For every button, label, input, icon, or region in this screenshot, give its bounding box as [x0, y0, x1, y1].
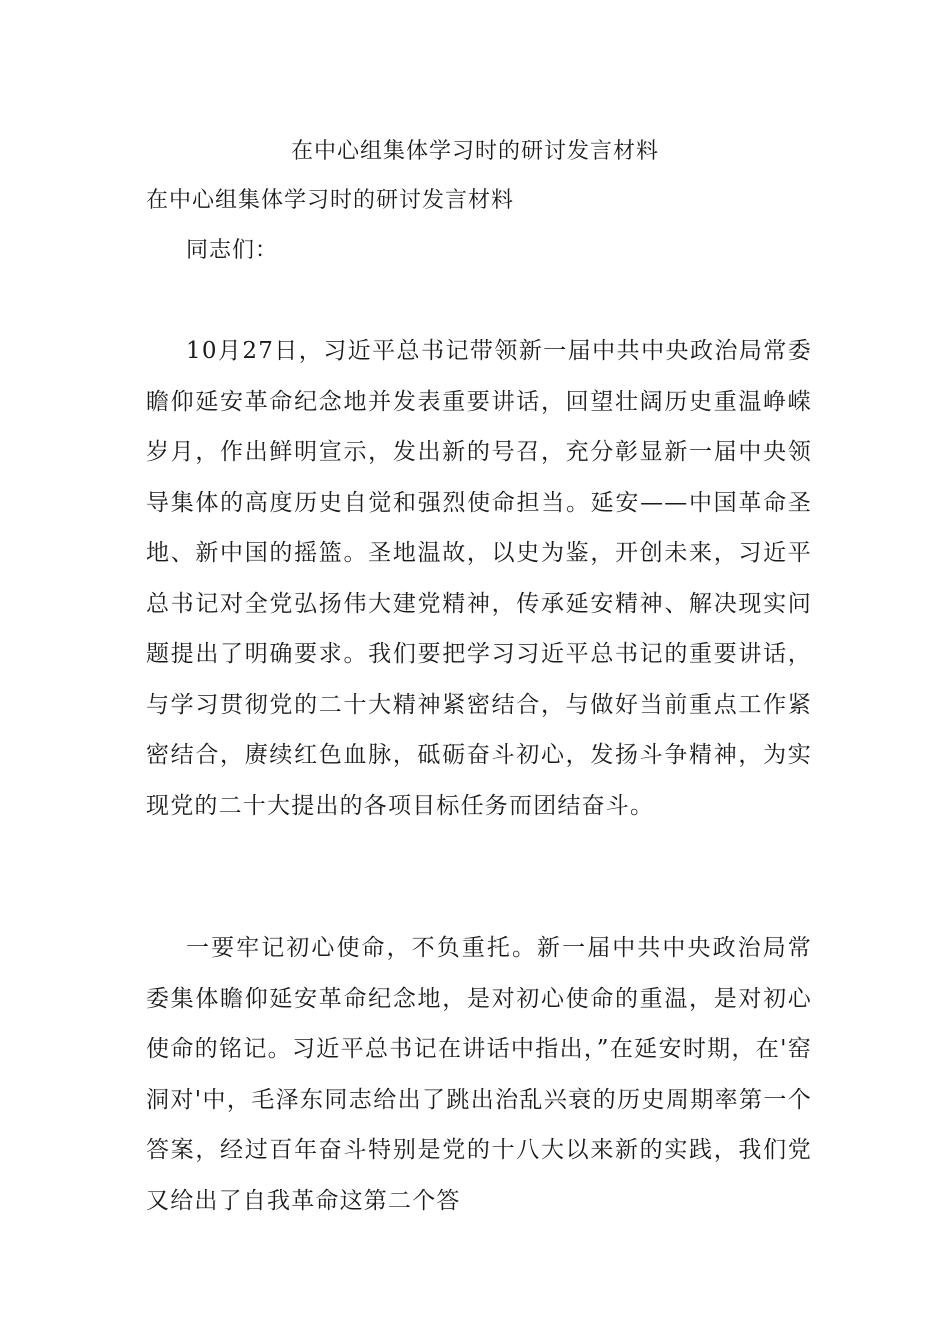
paragraph-1: 10月27日，习近平总书记带领新一届中共中央政治局常委瞻仰延安革命纪念地并发表重要讲话，回望壮阔历史重温峥嵘岁月，作出鲜明宣示，发出新的号召，充分彰显新一届中央领导集体的高度历史自觉和强烈使命担当。延安——中国革命圣地、新中国的摇篮。圣地温故，以史为鉴，开创未来，习近平总书记对全党弘扬伟大建党精神，传承延安精神、解决现实问题提出了明确要求。我们要把学习习近平总书记的重要讲话，与学习贯彻党的二十大精神紧密结合，与做好当前重点工作紧密结合，赓续红色血脉，砥砺奋斗初心，发扬斗争精神，为实现党的二十大提出的各项目标任务而团结奋斗。	[146, 338, 812, 819]
paragraph-2: 一要牢记初心使命，不负重托。新一届中共中央政治局常委集体瞻仰延安革命纪念地，是对初心使命的重温，是对初心使命的铭记。习近平总书记在讲话中指出，”在延安时期，在'窑洞对'中，毛泽东同志给出了跳出治乱兴衰的历史周期率第一个答案，经过百年奋斗特别是党的十八大以来新的实践，我们党又给出了自我革命这第二个答	[146, 935, 812, 1214]
salutation: 同志们：	[186, 238, 279, 263]
document-title: 在中心组集体学习时的研讨发言材料	[290, 139, 659, 164]
document-subtitle: 在中心组集体学习时的研讨发言材料	[146, 188, 515, 213]
